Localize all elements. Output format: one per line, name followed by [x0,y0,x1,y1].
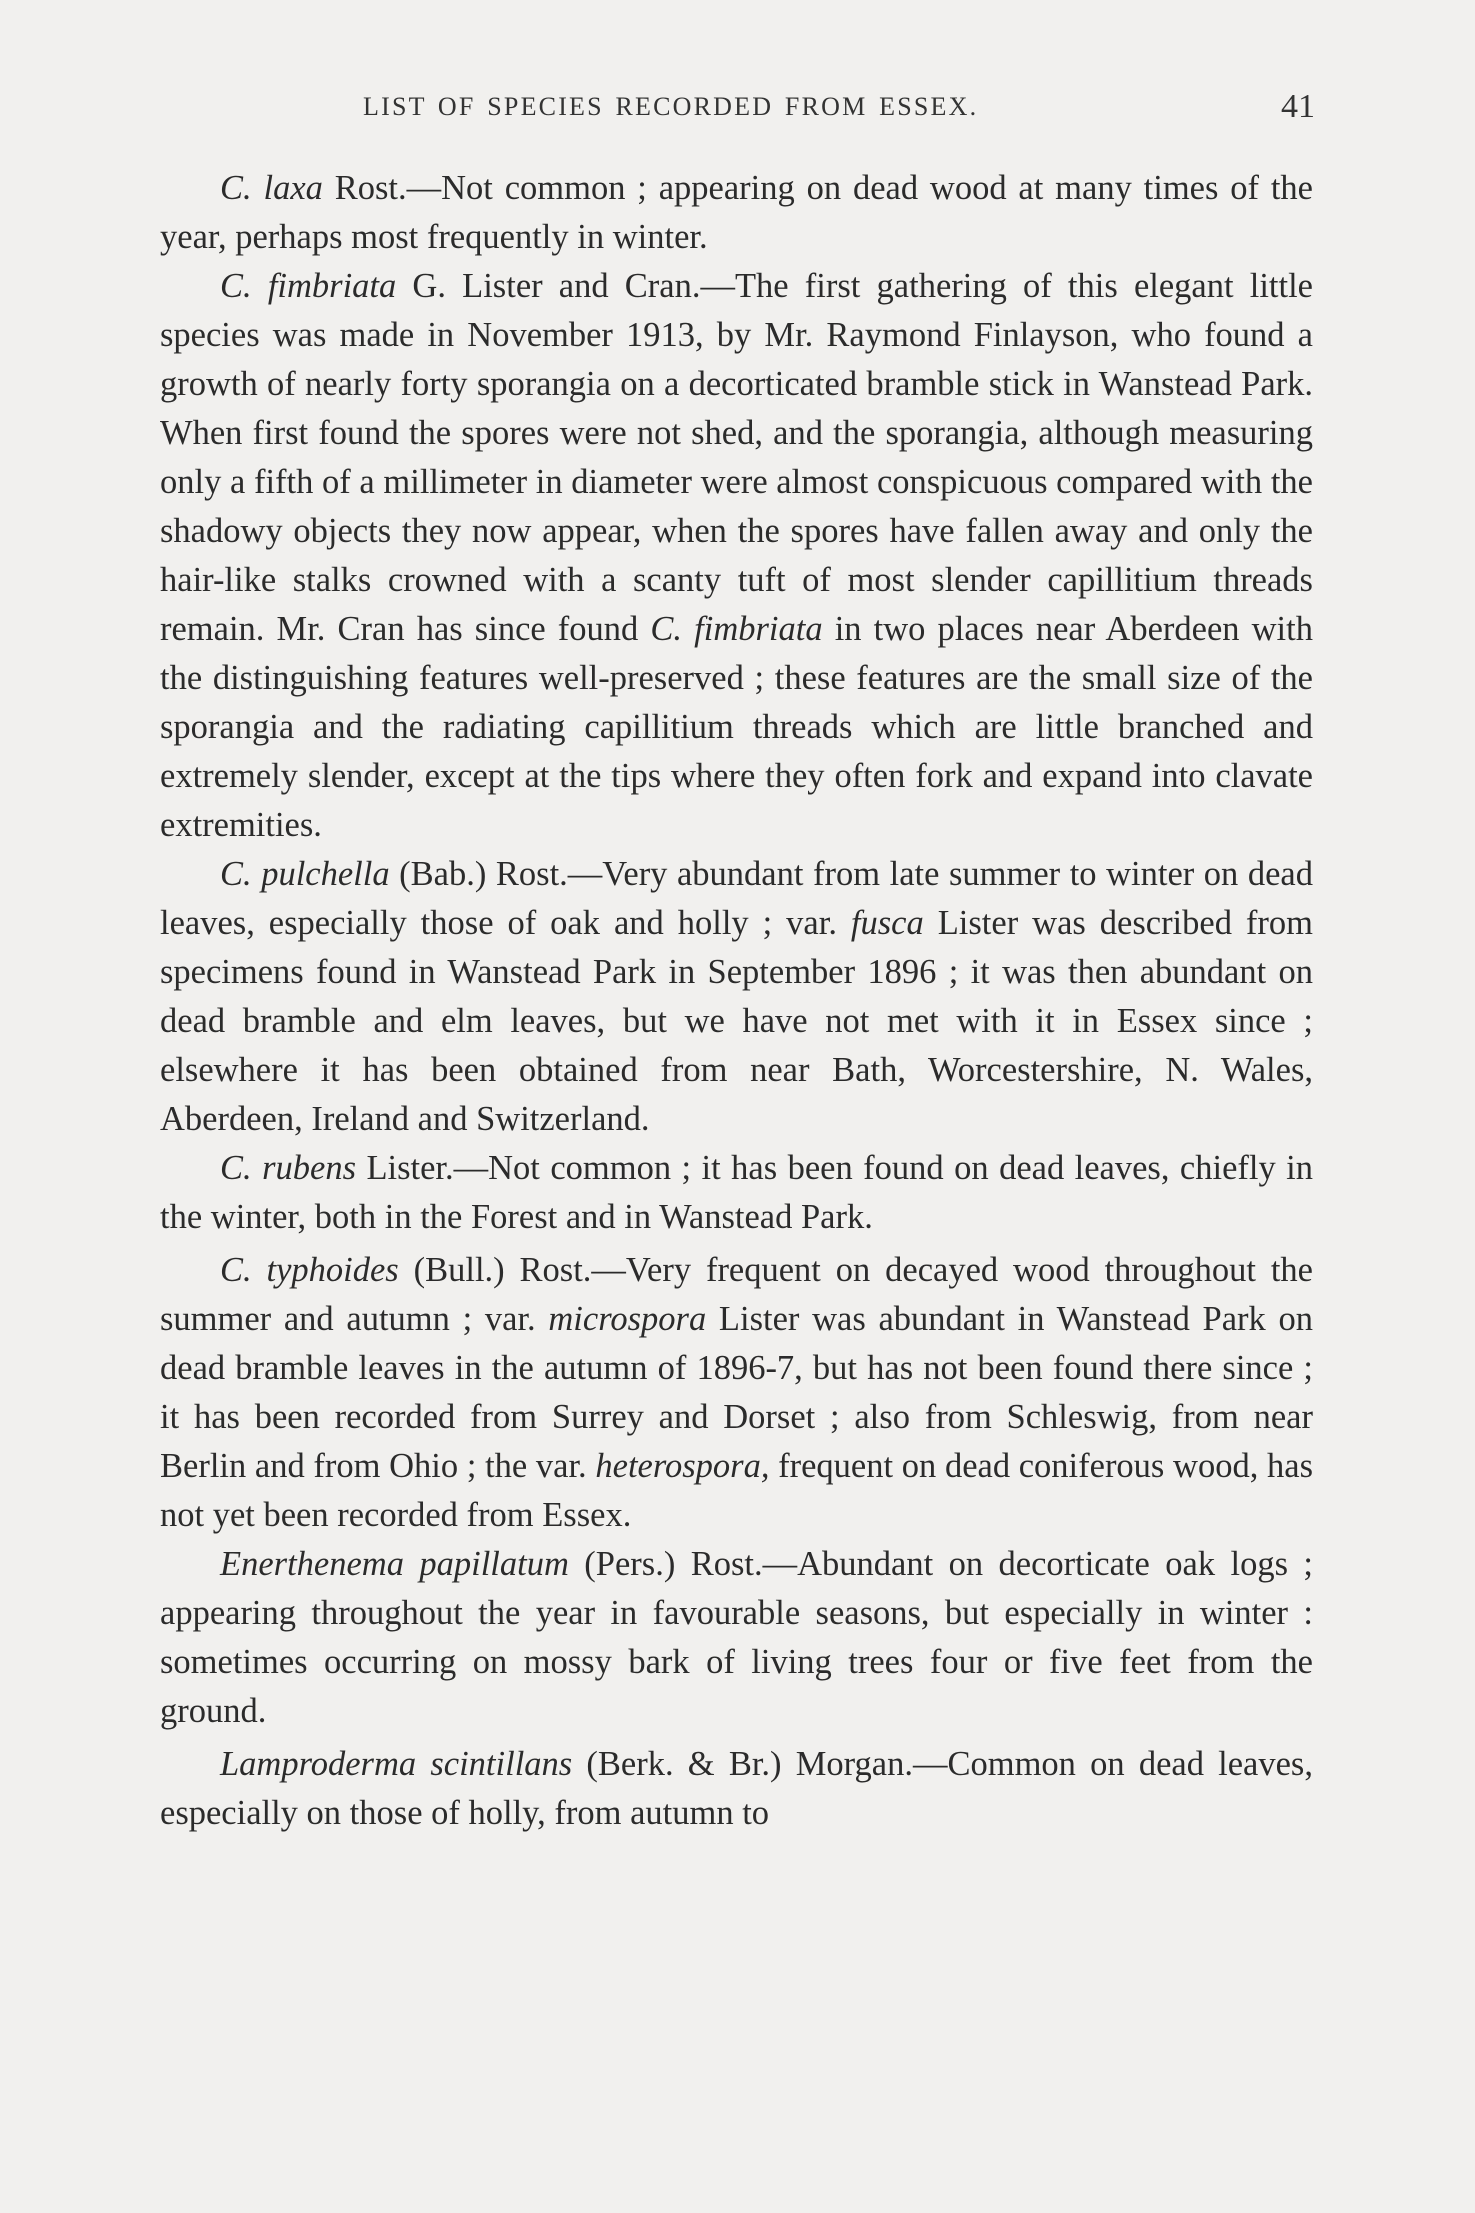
variety-name: fusca [850,904,924,942]
species-list [160,164,1313,1838]
entry-text: Lister.—Not common ; it has been found on dead leaves, chiefly in the winter, both in the Forest and in Wanstead Park. [160,1149,1313,1236]
running-title: LIST OF SPECIES RECORDED FROM ESSEX. [363,92,979,121]
entry-text: (Pers.) Rost.—Abundant on decorticate oak logs ; appearing throughout the year in favourable seasons, but especially in winter : sometimes occurring on mossy bark of living trees four or five feet from the ground. [160,1545,1313,1730]
species-name: C. typhoides [220,1251,399,1289]
species-entry-c-rubens [160,1144,1313,1242]
species-entry-enerthenema-papillatum [160,1540,1313,1736]
running-head [160,88,1315,132]
species-name: Lamproderma scintillans [220,1745,573,1783]
variety-name: microspora [548,1300,707,1338]
entry-text-continued: in two places near Aberdeen with the distinguishing features well-preserved ; these features are the small size of the sporangia and the radiating capillitium threads which are little branched and extremely slender, except at the tips where they often fork and expand into clavate extremities. [160,610,1313,844]
species-name: C. fimbriata [220,267,397,305]
entry-text-continued: Lister was described from specimens found in Wanstead Park in September 1896 ; it was then abundant on dead bramble and elm leaves, but we have not met with it in Essex since ; elsewhere it has been obtained from near Bath, Worcestershire, N. Wales, Aberdeen, Ireland and Switzerland. [160,904,1313,1138]
species-entry-c-pulchella [160,850,1313,1144]
species-entry-lamproderma-scintillans [160,1740,1313,1838]
entry-text: G. Lister and Cran.—The first gathering of this elegant little species was made in November 1913, by Mr. Raymond Finlayson, who found a growth of nearly forty sporangia on a decorticated bramble stick in Wanstead Park. When first found the spores were not shed, and the sporangia, although measuring only a fifth of a millimeter in diameter were almost conspicuous compared with the shadowy objects they now appear, when the spores have fallen away and only the hair-like stalks crowned with a scanty tuft of most slender capillitium threads remain. Mr. Cran has since found [160,267,1313,648]
species-name: C. laxa [220,169,323,207]
entry-text: (Berk. & Br.) Morgan.—Common on dead leaves, especially on those of holly, from autumn to [160,1745,1313,1832]
species-entry-c-fimbriata [160,262,1313,850]
variety-name-2: heterospora, [595,1447,770,1485]
species-name: Enerthenema papillatum [220,1545,569,1583]
entry-text: (Bull.) Rost.—Very frequent on decayed wood throughout the summer and autumn ; var. [160,1251,1313,1338]
species-entry-c-typhoides [160,1246,1313,1540]
entry-text-end: frequent on dead coniferous wood, has not yet been recorded from Essex. [160,1447,1313,1534]
entry-text-continued: Lister was abundant in Wanstead Park on dead bramble leaves in the autumn of 1896-7, but has not been found there since ; it has been recorded from Surrey and Dorset ; also from Schleswig, from near Berlin and from Ohio ; the var. [160,1300,1313,1485]
species-reference: C. fimbriata [650,610,823,648]
page-number: 41 [1281,88,1315,125]
species-entry-c-laxa [160,164,1313,262]
entry-text: Rost.—Not common ; appearing on dead wood at many times of the year, perhaps most frequently in winter. [160,169,1313,256]
species-name: C. pulchella [220,855,390,893]
species-name: C. rubens [220,1149,356,1187]
entry-text: (Bab.) Rost.—Very abundant from late summer to winter on dead leaves, especially those of oak and holly ; var. [160,855,1313,942]
